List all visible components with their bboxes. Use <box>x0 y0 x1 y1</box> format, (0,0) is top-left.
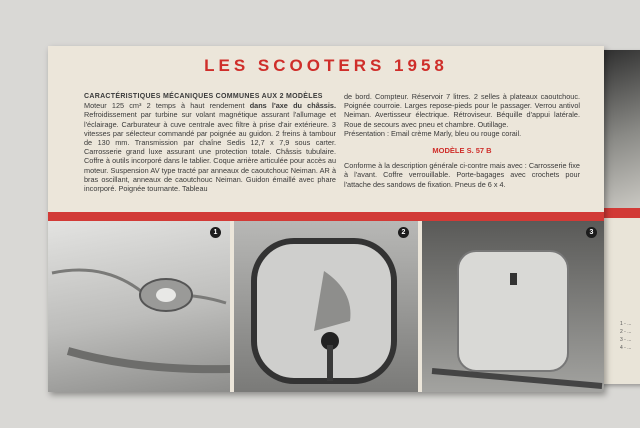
photo-number-badge: 3 <box>586 227 597 238</box>
next-page-line: 3 - ... <box>620 337 632 343</box>
right-text-column <box>344 92 580 189</box>
model-description: Conforme à la description générale ci-contre mais avec : Carrosserie fixe à l'avant. Coffre verrouillable. Porte-bagages avec crochets pour l'attache des sandows de fixation. Pneus de 6 x 4. <box>344 161 580 189</box>
photo-lock <box>234 221 418 392</box>
specs-intro: Moteur 125 cm³ 2 temps à haut rendement <box>84 101 250 111</box>
next-page-line: 2 - ... <box>620 329 632 335</box>
page-title: LES SCOOTERS 1958 <box>204 56 448 75</box>
next-page-line: 4 - ... <box>620 345 632 351</box>
model-heading: MODÈLE S. 57 B <box>432 146 492 156</box>
next-page-edge <box>598 50 640 384</box>
specs-intro-bold: dans l'axe du châssis. <box>249 101 336 111</box>
presentation-line: Présentation : Email crème Marly, bleu ou rouge corail. <box>344 128 522 138</box>
specs-paragraph <box>84 101 336 193</box>
photo-emblem <box>48 221 230 392</box>
red-band <box>48 212 604 221</box>
brochure-page <box>48 46 604 392</box>
next-page-red-band <box>598 208 640 218</box>
photo-glovebox <box>422 221 604 392</box>
left-text-column <box>84 92 336 193</box>
lock-illustration <box>234 221 418 392</box>
specs-heading: CARACTÉRISTIQUES MÉCANIQUES COMMUNES AUX 2 MODÈLES <box>84 93 323 100</box>
specs-body: Refroidissement par turbine sur volant magnétique assurant l'allumage et l'éclairage. Carburateur à cuve centrale avec filtre à prise d'air extérieure. 3 vitesses par sélecteur commandé par poignée au guidon. 2 freins à tambour de 130 mm. Transmission par chaîne Sedis 12,7 x 7,9 sous carter. Carrosserie grand luxe assurant une protection totale. Châssis tubulaire. Coffre à outils incorporé dans le tablier. Coque arrière articulée pour accès au moteur. Suspension AV type tracté par anneaux de caoutchouc Neiman. AR à bras oscillant, anneaux de caoutchouc Neiman. Guidon émaillé avec phare incorporé. Poignée tournante. Tableau <box>84 110 336 194</box>
emblem-illustration <box>48 221 230 392</box>
glovebox-illustration <box>422 221 604 392</box>
next-page-photo <box>598 50 640 218</box>
photo-number-badge: 1 <box>210 227 221 238</box>
next-page-line: 1 - ... <box>620 321 632 327</box>
specs-continued: de bord. Compteur. Réservoir 7 litres. 2 selles à plateaux caoutchouc. Poignée courroie. Larges repose-pieds pour le passager. Verrou antivol Neiman. Avertisseur électrique. Rétroviseur. Béquille d'appui latérale. Roue de secours avec pneu et chambre. Outillage. <box>344 92 580 129</box>
photo-number-badge: 2 <box>398 227 409 238</box>
next-page-caption <box>620 320 631 352</box>
